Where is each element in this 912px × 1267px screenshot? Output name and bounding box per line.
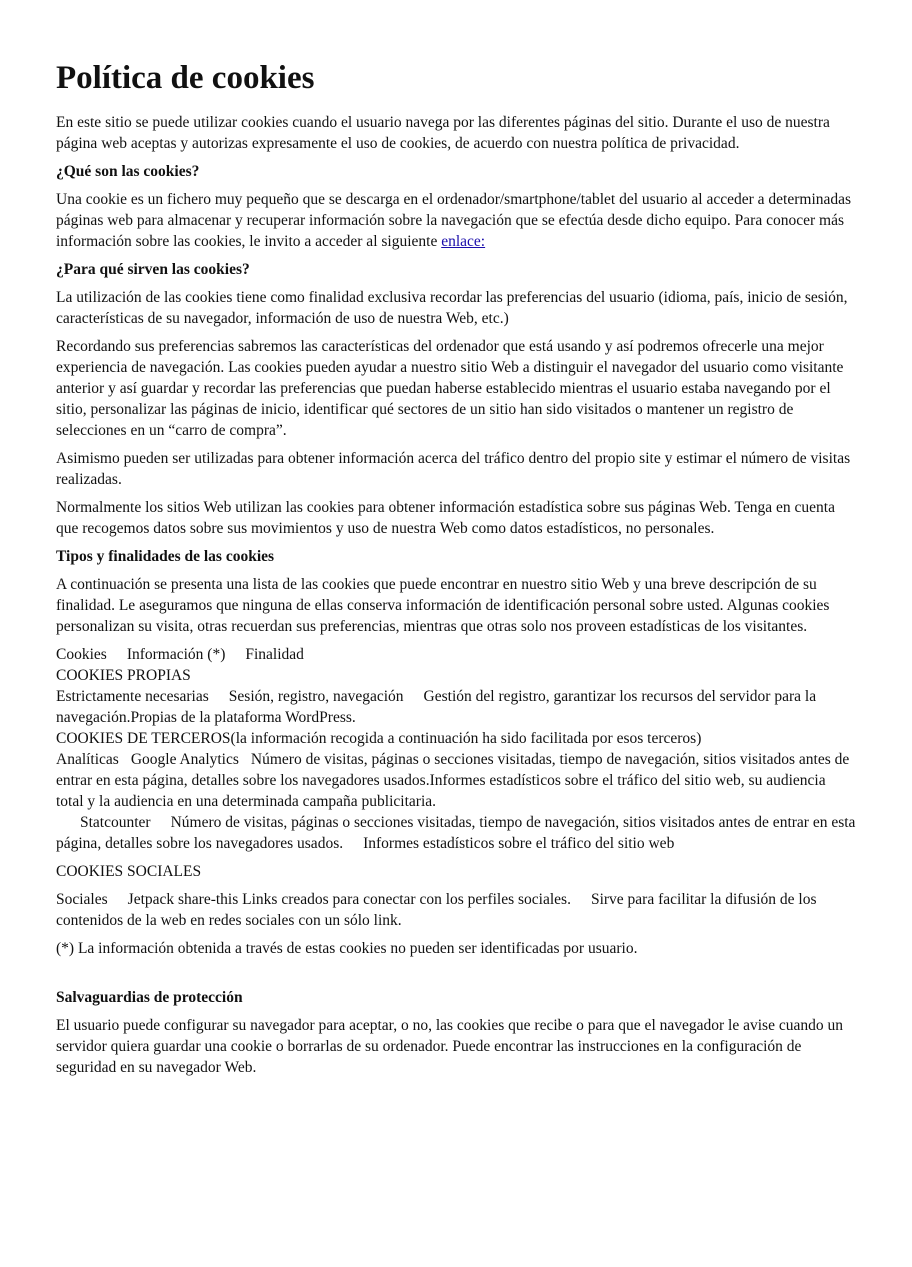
col-header-finalidad: Finalidad	[245, 646, 304, 663]
section-heading-para-que: ¿Para qué sirven las cookies?	[56, 261, 250, 278]
col-header-informacion: Información (*)	[126, 646, 226, 663]
enlace-link[interactable]: enlace:	[441, 233, 486, 250]
cell-finalidad-extra: Informes estadísticos sobre el tráfico del sitio web	[363, 835, 675, 852]
section-heading-salvaguardias: Salvaguardias de protección	[56, 989, 243, 1006]
cell-finalidad: Gestión del registro, garantizar los recursos del servidor para la navegación.Propias de la plataforma WordPress.	[56, 688, 817, 726]
table-header-row	[56, 644, 856, 665]
cell-info: Sesión, registro, navegación	[228, 688, 404, 705]
intro-paragraph: En este sitio se puede utilizar cookies cuando el usuario navega por las diferentes páginas del sitio. Durante el uso de nuestra página web aceptas y autorizas expresamente el uso de cookies, de acuerdo con nuestra política de privacidad.	[56, 114, 830, 152]
para-que-paragraph-3: Asimismo pueden ser utilizadas para obtener información acerca del tráfico dentro del propio site y estimar el número de visitas realizadas.	[56, 450, 851, 488]
table-row	[56, 812, 856, 854]
table-row	[56, 749, 856, 812]
que-son-text: Una cookie es un fichero muy pequeño que se descarga en el ordenador/smartphone/tablet del usuario al acceder a determinadas páginas web para almacenar y recuperar información sobre la navegación que se efectúa desde dicho equipo. Para conocer más información sobre las cookies, le invito a acceder al siguiente	[56, 191, 852, 250]
cookies-table	[56, 644, 856, 854]
para-que-paragraph-4: Normalmente los sitios Web utilizan las cookies para obtener información estadística sobre sus páginas Web. Tenga en cuenta que recogemos datos sobre sus movimientos y uso de nuestra Web como datos estadísticos, no personales.	[56, 499, 835, 537]
cell-info: Statcounter	[80, 814, 151, 831]
cell-type: Analíticas	[56, 751, 119, 768]
cell-info: Google Analytics	[130, 751, 239, 768]
group-label-sociales: COOKIES SOCIALES	[56, 863, 202, 880]
col-header-cookies: Cookies	[56, 646, 107, 663]
cell-finalidad: Número de visitas, páginas o secciones visitadas, tiempo de navegación, sitios visitados antes de entrar en esta página, detalles sobre los navegadores usados.Informes estadísticos sobre el tráfico del sitio web, su audiencia total y la audiencia en una determinada campaña publicitaria.	[56, 751, 850, 810]
para-que-paragraph-2: Recordando sus preferencias sabremos las características del ordenador que está usando y así podremos ofrecerle una mejor experiencia de navegación. Las cookies pueden ayudar a nuestro sitio Web a distinguir el navegador del usuario como visitante anterior y así guardar y recordar las preferencias que puedan haberse establecido mientras el usuario estaba navegando por el sitio, personalizar las páginas de inicio, identificar qué sectores de un sitio han sido visitados o mantener un registro de selecciones en un “carro de compra”.	[56, 338, 844, 439]
table-footnote: (*) La información obtenida a través de estas cookies no pueden ser identificadas por usuario.	[56, 940, 638, 957]
para-que-paragraph-1: La utilización de las cookies tiene como finalidad exclusiva recordar las preferencias del usuario (idioma, país, inicio de sesión, características de su navegador, información de uso de nuestra Web, etc.)	[56, 289, 848, 327]
group-label-propias: COOKIES PROPIAS	[56, 667, 191, 684]
cell-info: Jetpack share-this Links creados para conectar con los perfiles sociales.	[127, 891, 571, 908]
tipos-intro-paragraph: A continuación se presenta una lista de las cookies que puede encontrar en nuestro sitio Web y una breve descripción de su finalidad. Le aseguramos que ninguna de ellas conserva información de identificación personal sobre usted. Algunas cookies personalizan su visita, otras recuerdan sus preferencias, mientras que otras solo nos proveen estadísticas de los visitantes.	[56, 576, 830, 635]
que-son-paragraph	[56, 189, 856, 252]
cell-type: Sociales	[56, 891, 108, 908]
cell-finalidad: Sirve para facilitar la difusión de los contenidos de la web en redes sociales con un sólo link.	[56, 891, 817, 929]
table-row	[56, 686, 856, 728]
salvaguardias-paragraph: El usuario puede configurar su navegador para aceptar, o no, las cookies que recibe o para que el navegador le avise cuando un servidor quiera guardar una cookie o borrarlas de su ordenador. Puede encontrar las instrucciones en la configuración de seguridad en su navegador Web.	[56, 1017, 843, 1076]
section-heading-que-son: ¿Qué son las cookies?	[56, 163, 200, 180]
cell-finalidad: Número de visitas, páginas o secciones visitadas, tiempo de navegación, sitios visitados antes de entrar en esta página, detalles sobre los navegadores usados.	[56, 814, 856, 852]
cell-type: Estrictamente necesarias	[56, 688, 209, 705]
table-row-sociales	[56, 889, 856, 931]
section-heading-tipos: Tipos y finalidades de las cookies	[56, 548, 275, 565]
group-label-terceros: COOKIES DE TERCEROS(la información recogida a continuación ha sido facilitada por esos terceros)	[56, 730, 702, 747]
page-title: Política de cookies	[56, 60, 315, 96]
